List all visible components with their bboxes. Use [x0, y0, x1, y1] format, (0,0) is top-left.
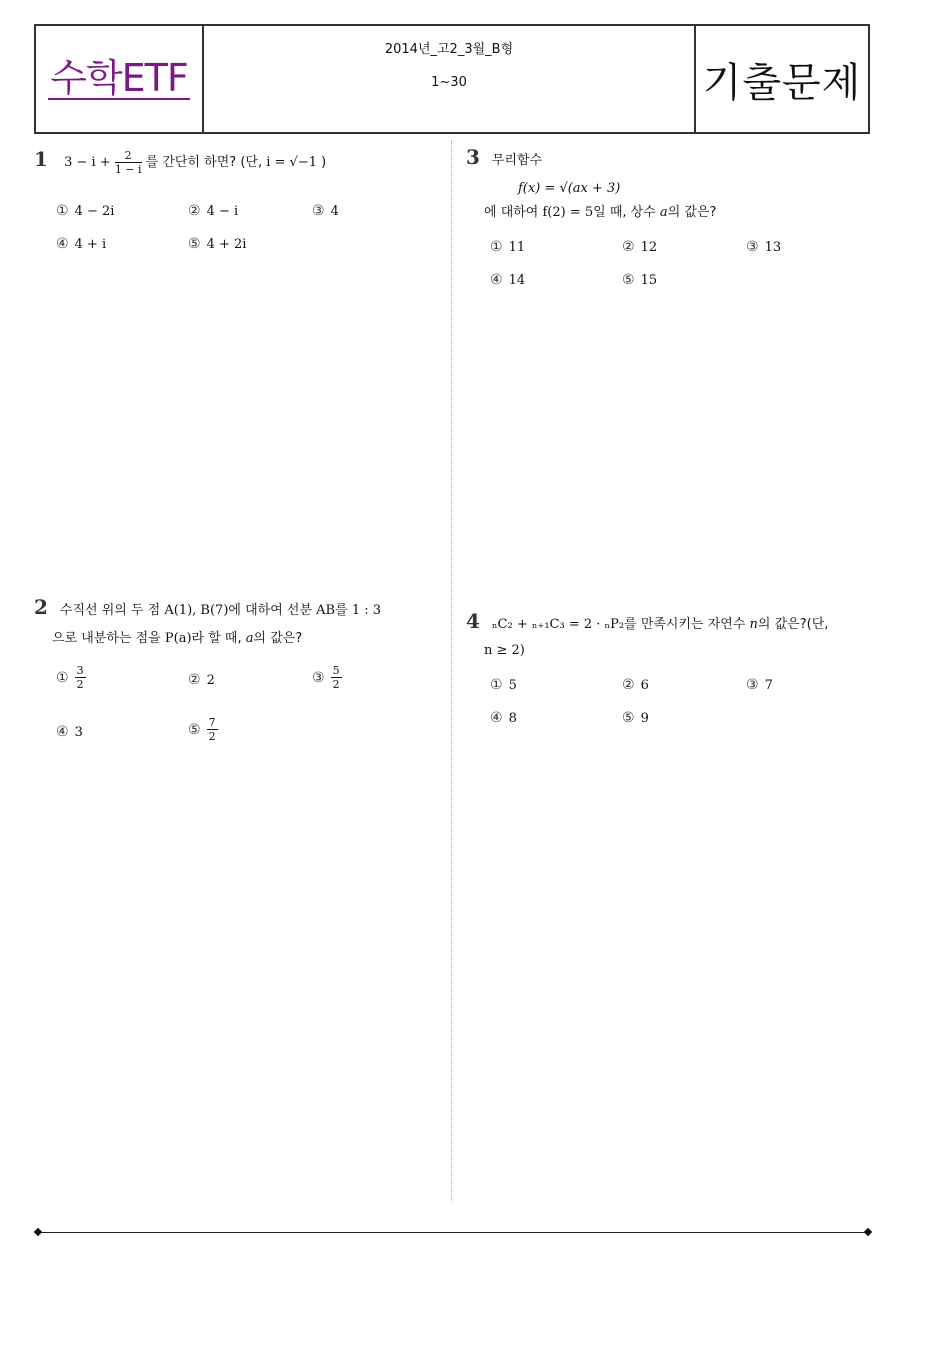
exam-title: 2014년_고2_3월_B형 — [384, 42, 514, 57]
question-condition: i = √−1 — [266, 155, 317, 170]
choice-text: 5 — [508, 677, 517, 693]
choice-mark: ② — [622, 239, 635, 255]
question-line-1 — [466, 610, 886, 636]
question-math: 1 : 3 — [351, 603, 381, 618]
logo-cell — [36, 26, 204, 132]
choice-text: 15 — [640, 272, 658, 288]
choice-1[interactable] — [56, 664, 86, 691]
question-text: 를 — [335, 603, 352, 618]
choice-text: 9 — [640, 710, 649, 726]
question-text: 를 만족시키는 자연수 — [624, 617, 750, 632]
choice-text: 11 — [508, 239, 526, 255]
choice-4[interactable] — [56, 236, 106, 252]
page-header — [34, 24, 870, 134]
choice-5[interactable] — [622, 272, 657, 288]
choice-4[interactable] — [56, 724, 83, 740]
question-text: 의 값은?(단, — [757, 617, 829, 632]
fraction-denominator: 2 — [76, 678, 84, 691]
question-math: P(a) — [164, 631, 192, 646]
question-number: 4 — [466, 609, 480, 633]
question-range: 1~30 — [431, 75, 467, 90]
choice-mark: ④ — [490, 710, 503, 726]
choice-2[interactable] — [622, 239, 657, 255]
choice-1[interactable] — [490, 677, 517, 693]
column-divider — [451, 140, 452, 1202]
question-line-3 — [466, 202, 886, 224]
question-expression: ₙC₂ + ₙ₊₁C₃ = 2 · ₙP₂ — [491, 617, 625, 632]
question-math: n — [749, 617, 758, 632]
question-text: 수직선 위의 두 점 — [59, 603, 165, 618]
question-math: f(2) = 5 — [542, 205, 594, 220]
fraction — [207, 716, 218, 743]
fraction-denominator: 1 − i — [114, 163, 142, 176]
question-1 — [34, 148, 444, 176]
fraction — [331, 664, 342, 691]
choice-1[interactable] — [490, 239, 525, 255]
question-line-1 — [34, 596, 434, 622]
choice-text: 12 — [640, 239, 658, 255]
choice-text: 8 — [508, 710, 517, 726]
fraction-numerator: 5 — [332, 664, 340, 677]
choice-mark: ③ — [746, 239, 759, 255]
choice-text: 4 − 2i — [74, 203, 115, 219]
choice-3[interactable] — [746, 239, 781, 255]
choice-text: 4 — [330, 203, 339, 219]
exam-info-cell — [204, 26, 696, 132]
choice-2[interactable] — [188, 672, 215, 688]
choice-text: 2 — [206, 672, 215, 688]
choice-3[interactable] — [312, 203, 339, 219]
question-condition: n ≥ 2) — [484, 643, 525, 658]
choice-mark: ④ — [490, 272, 503, 288]
footer-rule — [38, 1232, 868, 1233]
question-line-2 — [34, 628, 434, 650]
choice-mark: ⑤ — [622, 272, 635, 288]
choice-5[interactable] — [188, 236, 246, 252]
choice-1[interactable] — [56, 203, 114, 219]
choice-mark: ② — [622, 677, 635, 693]
choice-2[interactable] — [622, 677, 649, 693]
question-text: 일 때, 상수 — [593, 205, 660, 220]
question-text: 에 대하여 선분 — [228, 603, 317, 618]
choice-text: 13 — [764, 239, 782, 255]
choice-3[interactable] — [746, 677, 773, 693]
fraction-numerator: 2 — [115, 149, 142, 163]
choice-mark: ③ — [746, 677, 759, 693]
question-text: 를 간단히 하면? (단, — [145, 155, 267, 170]
choice-text: 4 − i — [206, 203, 239, 219]
choice-mark: ⑤ — [188, 236, 201, 252]
question-math: a — [245, 631, 254, 646]
choice-text: 7 — [764, 677, 773, 693]
fraction — [115, 149, 142, 176]
fraction-numerator: 7 — [208, 716, 216, 729]
fraction-numerator: 3 — [76, 664, 84, 677]
header-label: 기출문제 — [702, 59, 862, 106]
choice-mark: ① — [490, 239, 503, 255]
choice-mark: ① — [56, 669, 69, 686]
choice-mark: ④ — [56, 724, 69, 740]
question-line-1 — [466, 146, 886, 172]
choice-mark: ③ — [312, 203, 325, 219]
choice-mark: ④ — [56, 236, 69, 252]
footer-diamond-left — [34, 1228, 42, 1236]
question-math: a — [659, 205, 668, 220]
choice-4[interactable] — [490, 710, 517, 726]
question-math: A(1), B(7) — [164, 603, 229, 618]
choice-text: 3 — [74, 724, 83, 740]
choice-text: 4 + i — [74, 236, 107, 252]
question-text-end: ) — [321, 155, 327, 170]
choice-mark: ① — [490, 677, 503, 693]
choice-mark: ① — [56, 203, 69, 219]
choice-5[interactable] — [188, 716, 218, 743]
choice-3[interactable] — [312, 664, 342, 691]
question-text: 에 대하여 — [484, 205, 543, 220]
choice-text: 6 — [640, 677, 649, 693]
brand-logo: 수학ETF — [50, 56, 188, 100]
question-number: 3 — [466, 145, 480, 169]
fraction-denominator: 2 — [208, 730, 216, 743]
choice-mark: ⑤ — [622, 710, 635, 726]
question-expression: 3 − i + — [64, 155, 115, 170]
question-formula: f(x) = √(ax + 3) — [518, 181, 621, 196]
choice-text: 4 + 2i — [206, 236, 247, 252]
choice-2[interactable] — [188, 203, 238, 219]
question-2 — [34, 596, 434, 650]
question-text: 의 값은? — [253, 631, 303, 646]
question-4 — [466, 610, 886, 662]
question-text: 으로 내분하는 점을 — [52, 631, 165, 646]
choice-5[interactable] — [622, 710, 649, 726]
choice-4[interactable] — [490, 272, 525, 288]
fraction — [75, 664, 86, 691]
question-math: AB — [316, 603, 336, 618]
question-title: 무리함수 — [491, 153, 543, 168]
choice-mark: ③ — [312, 669, 325, 686]
choice-mark: ⑤ — [188, 721, 201, 738]
question-number: 2 — [34, 595, 48, 619]
question-number: 1 — [34, 147, 48, 171]
footer-diamond-right — [864, 1228, 872, 1236]
question-text: 의 값은? — [667, 205, 717, 220]
question-text: 라 할 때, — [191, 631, 246, 646]
choice-text: 14 — [508, 272, 526, 288]
choice-mark: ② — [188, 672, 201, 688]
question-3 — [466, 146, 886, 224]
fraction-denominator: 2 — [332, 678, 340, 691]
choice-mark: ② — [188, 203, 201, 219]
